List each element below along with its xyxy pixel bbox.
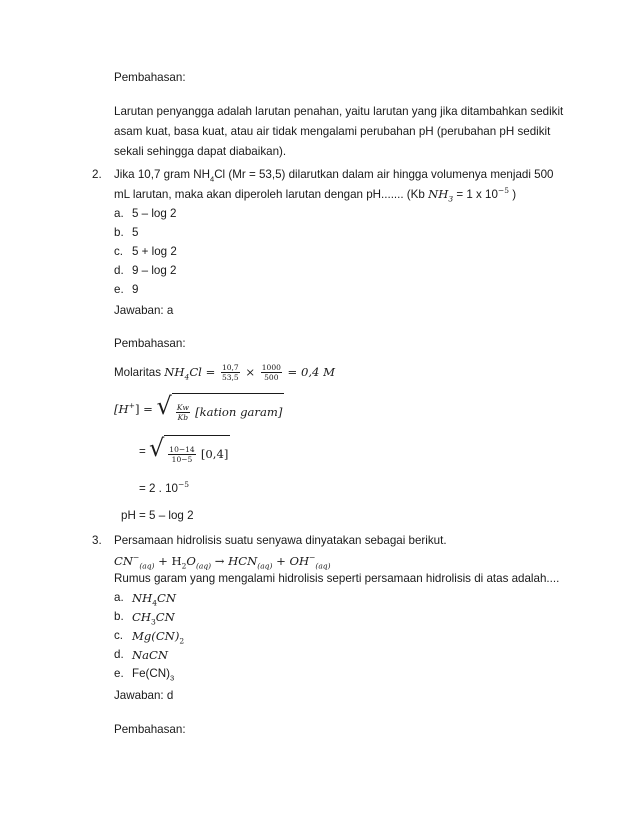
pembahasan-label: Pembahasan: <box>114 71 186 84</box>
answer: Jawaban: a <box>114 304 174 317</box>
ph-result: pH = 5 – log 2 <box>121 509 194 522</box>
option-letter: c. <box>114 245 124 258</box>
option-text: $Fe(CN)_3$ <box>132 667 175 683</box>
paragraph-line: Larutan penyangga adalah larutan penahan, yaitu larutan yang jika ditambahkan sedikit <box>114 105 564 118</box>
option-letter: e. <box>114 667 124 680</box>
h-ion-substitution: = √ $\frac{10-14}{10-5}$ [0,4] <box>139 435 230 469</box>
question-text: Rumus garam yang mengalami hidrolisis seperti persamaan hidrolisis di atas adalah.... <box>114 572 560 585</box>
option-letter: d. <box>114 648 124 661</box>
option-letter: a. <box>114 591 124 604</box>
option-text: $Mg(CN)_2$ <box>132 629 185 646</box>
pembahasan-label: Pembahasan: <box>114 337 186 350</box>
h-ion-formula: [H+] = √ $\frac{Kw}{Kb}$ [kation garam] <box>114 393 284 427</box>
pembahasan-label: Pembahasan: <box>114 723 186 736</box>
option-text: 5 <box>132 226 139 239</box>
option-text: $NH_4CN$ <box>132 591 177 608</box>
hydrolysis-equation: $CN^-_{(aq)} + H_2O_{(aq)} \to HCN_{(aq)} + OH^-_{(aq)}$ <box>114 553 331 571</box>
question-text: Jika 10,7 gram $NH_4Cl$ (Mr = 53,5) dilarutkan dalam air hingga volumenya menjadi 500 <box>114 168 554 184</box>
option-text: 5 – log 2 <box>132 207 177 220</box>
answer: Jawaban: d <box>114 689 174 702</box>
question-text: mL larutan, maka akan diperoleh larutan dengan pH....... (Kb $NH_3 = 1$ x $10^{-5}$ ) <box>114 186 517 204</box>
option-text: 9 – log 2 <box>132 264 177 277</box>
option-text: 9 <box>132 283 139 296</box>
option-letter: a. <box>114 207 124 220</box>
molaritas-formula: Molaritas $NH_4Cl$ = $\frac{10,7}{53,5}$ × $\frac{1000}{500}$ = 0,4 M <box>114 363 335 383</box>
question-number: 2. <box>92 168 102 181</box>
option-letter: e. <box>114 283 124 296</box>
question-number: 3. <box>92 534 102 547</box>
question-text: Persamaan hidrolisis suatu senyawa dinyatakan sebagai berikut. <box>114 534 447 547</box>
option-letter: b. <box>114 226 124 239</box>
option-letter: b. <box>114 610 124 623</box>
option-text: NaCN <box>132 648 169 662</box>
sqrt-symbol: √ $\frac{Kw}{Kb}$ [kation garam] <box>157 393 285 427</box>
paragraph-line: sekali sehingga dapat diabaikan). <box>114 145 287 158</box>
paragraph-line: asam kuat, basa kuat, atau air tidak mengalami perubahan pH (perubahan pH sedikit <box>114 125 551 138</box>
option-text: $CH_3CN$ <box>132 610 175 627</box>
option-text: 5 + log 2 <box>132 245 177 258</box>
sqrt-symbol: √ $\frac{10-14}{10-5}$ [0,4] <box>149 435 230 469</box>
option-letter: c. <box>114 629 124 642</box>
option-letter: d. <box>114 264 124 277</box>
h-ion-result: = 2 . $10^{-5}$ <box>139 480 190 495</box>
